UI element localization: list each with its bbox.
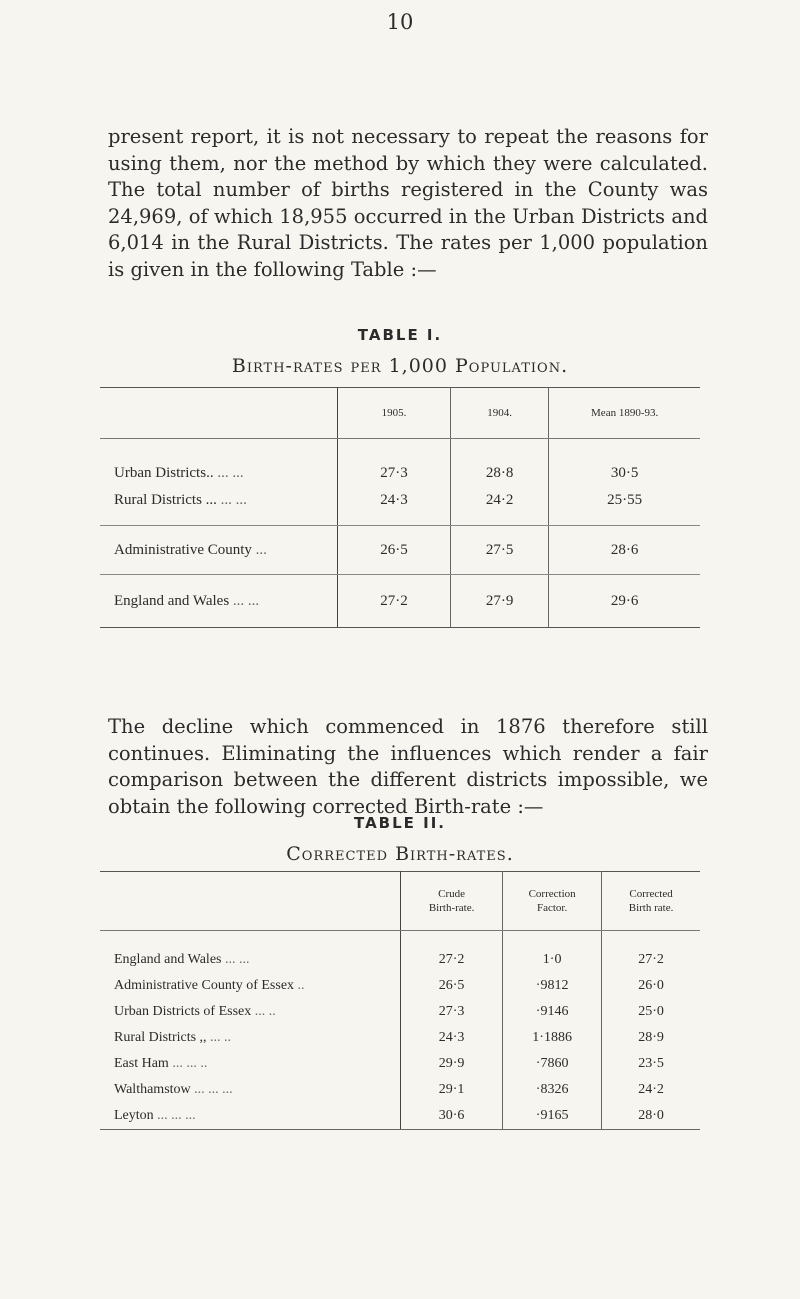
- page-number: 10: [386, 10, 414, 34]
- cell-value: 27·3: [338, 439, 451, 486]
- corrected-birth-rates-table: [100, 871, 700, 1130]
- cell-value: 29·6: [549, 575, 700, 628]
- table-row: [100, 1051, 700, 1077]
- intro-paragraph: present report, it is not necessary to repeat the reasons for using them, nor the method by which they were calculated. The total number of births registered in the County was 24,969, of which 18,955 occurred in the Urban Districts and 6,014 in the Rural Districts. The rates per 1,000 population is given in the following Table :—: [108, 125, 708, 281]
- cell-value: 27·2: [638, 952, 664, 967]
- cell-value: 24·3: [338, 485, 451, 526]
- cell-value: 28·6: [549, 526, 700, 575]
- cell-value: 27·3: [401, 999, 503, 1025]
- row-label: Urban Districts.. ... ...: [100, 439, 338, 486]
- table2-col-header: Correction Factor.: [503, 872, 602, 931]
- table2-header-row: [100, 872, 700, 931]
- table-row: [100, 485, 700, 526]
- table1-heading: TABLE I.: [357, 326, 443, 344]
- table-row: [100, 526, 700, 575]
- table2-subheading: Corrected Birth-rates.: [286, 843, 514, 865]
- table-row: [100, 575, 700, 628]
- cell-value: 27·2: [338, 575, 451, 628]
- table-row: [100, 999, 700, 1025]
- row-label: Urban Districts of Essex ... ..: [100, 999, 401, 1025]
- cell-value: 1·0: [503, 931, 602, 974]
- cell-value: 29·9: [401, 1051, 503, 1077]
- cell-value: 28·0: [602, 1103, 700, 1130]
- table-row: [100, 1103, 700, 1130]
- table2-heading: TABLE II.: [354, 814, 446, 832]
- cell-value: ·9812: [503, 973, 602, 999]
- cell-value: 30·5: [610, 464, 639, 481]
- row-label: Walthamstow ... ... ...: [100, 1077, 401, 1103]
- cell-value: 23·5: [638, 1056, 664, 1071]
- row-label: England and Wales ... ...: [100, 575, 338, 628]
- decline-paragraph: The decline which commenced in 1876 therefore still continues. Eliminating the influences which render a fair comparison between the different districts impossible, we obtain the following corrected Birth-rate :—: [108, 715, 708, 818]
- cell-value: 1·1886: [503, 1025, 602, 1051]
- row-label: Administrative County ...: [100, 526, 338, 575]
- cell-value: 28·8: [450, 439, 548, 486]
- cell-value: 27·9: [450, 575, 548, 628]
- table1-col-header: 1904.: [450, 388, 548, 439]
- cell-value: 24·3: [401, 1025, 503, 1051]
- row-label: Leyton ... ... ...: [100, 1103, 401, 1130]
- cell-value: ·7860: [503, 1051, 602, 1077]
- cell-value: 30·6: [401, 1103, 503, 1130]
- cell-value: 25·0: [638, 1004, 664, 1019]
- table-row: [100, 973, 700, 999]
- cell-value: 26·5: [401, 973, 503, 999]
- cell-value: 27·2: [401, 931, 503, 974]
- table1-col-header: 1905.: [338, 388, 451, 439]
- table2-col-header: Corrected Birth rate.: [602, 872, 700, 931]
- cell-value: 24·2: [450, 485, 548, 526]
- cell-value: 27·5: [450, 526, 548, 575]
- row-label: Rural Districts ,, ... ..: [100, 1025, 401, 1051]
- cell-value: ·9165: [503, 1103, 602, 1130]
- row-label: East Ham ... ... ..: [100, 1051, 401, 1077]
- row-label: Rural Districts ... ... ...: [100, 485, 338, 526]
- table1-col-header: Mean 1890-93.: [549, 388, 700, 439]
- cell-value: 26·0: [638, 978, 664, 993]
- table1-subheading: Birth-rates per 1,000 Population.: [231, 355, 569, 377]
- cell-value: 24·2: [638, 1082, 664, 1097]
- birth-rates-table: [100, 387, 700, 628]
- table1-header-row: [100, 388, 700, 439]
- row-label: England and Wales ... ...: [100, 931, 401, 974]
- row-label: Administrative County of Essex ..: [100, 973, 401, 999]
- table-row: [100, 1077, 700, 1103]
- cell-value: 28·9: [638, 1030, 664, 1045]
- table2-corner-cell: [100, 872, 401, 931]
- cell-value: ·8326: [503, 1077, 602, 1103]
- table-row: [100, 1025, 700, 1051]
- table2-col-header: Crude Birth-rate.: [401, 872, 503, 931]
- cell-value: 25·55: [549, 485, 700, 526]
- table-row: [100, 931, 700, 974]
- cell-value: 26·5: [338, 526, 451, 575]
- table1-corner-cell: [100, 388, 338, 439]
- cell-value: ·9146: [503, 999, 602, 1025]
- table-row: [100, 439, 700, 486]
- cell-value: 29·1: [401, 1077, 503, 1103]
